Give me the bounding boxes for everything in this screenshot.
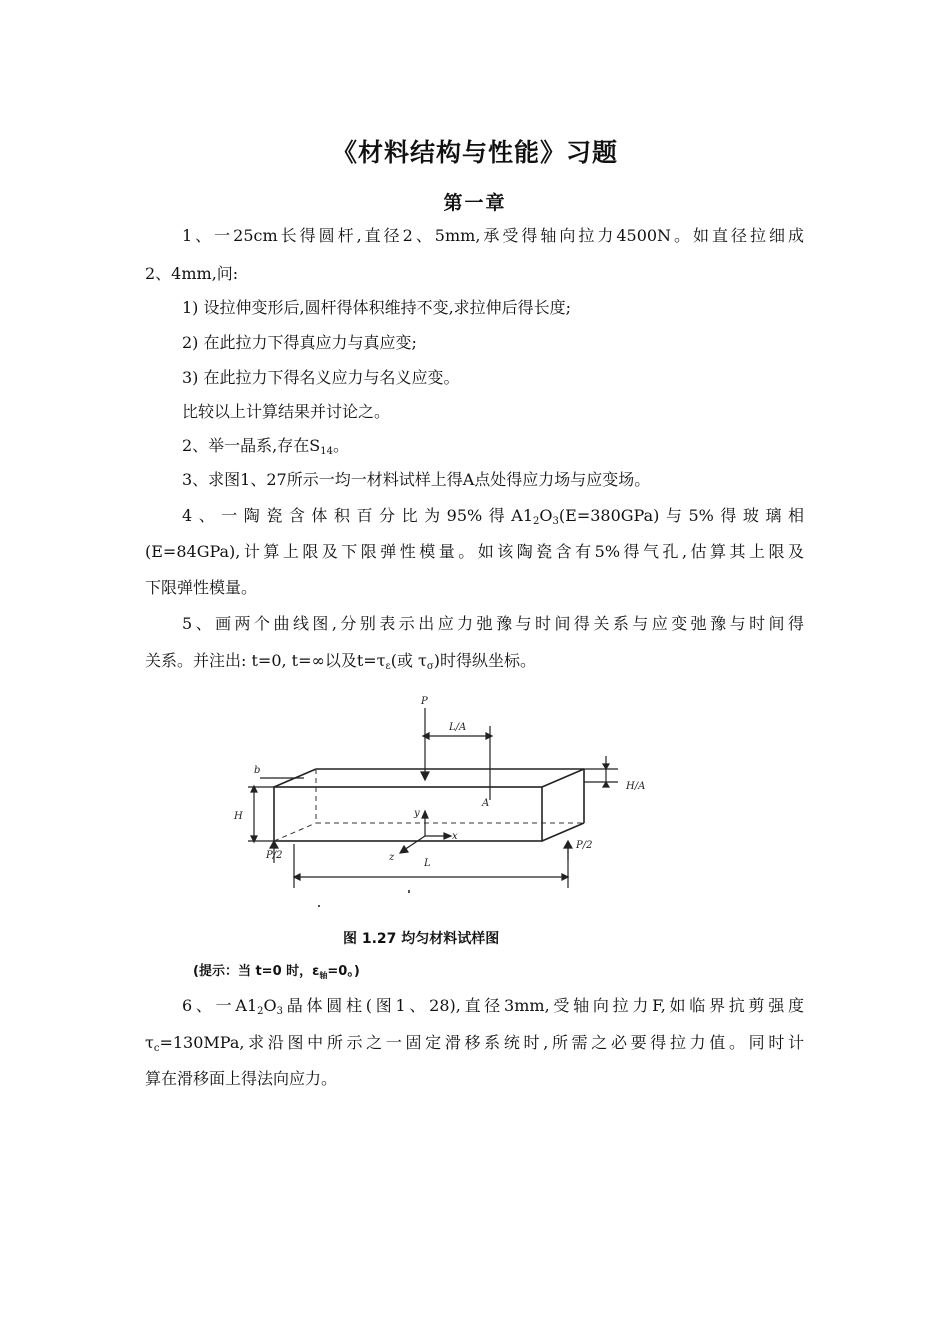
label-H: H xyxy=(234,811,243,822)
q1-item2: 2) 在此拉力下得真应力与真应变; xyxy=(182,333,417,352)
q1-line2: 2、4mm,问: xyxy=(145,264,239,283)
q5-line2: 关系。并注出: t=0, t=∞以及$t=\tau_\varepsilon$(或 $\tau_\sigma$)时得纵坐标。 xyxy=(145,651,536,672)
label-P-half-left: P/2 xyxy=(266,850,283,861)
q1-item1: 1) 设拉伸变形后,圆杆得体积维持不变,求拉伸后得长度; xyxy=(182,298,572,317)
q2-text: 2、举一晶系,存在$S_{14}$。 xyxy=(182,436,349,457)
scan-speck xyxy=(318,905,320,907)
label-A: A xyxy=(482,798,490,809)
label-x: x xyxy=(452,831,458,842)
label-L-over-A: L/A xyxy=(449,722,467,733)
specimen-figure xyxy=(218,688,648,903)
label-L: L xyxy=(424,858,431,869)
q6-line3: 算在滑移面上得法向应力。 xyxy=(145,1069,338,1088)
q4-line2: (E=84GPa),计算上限及下限弹性模量。如该陶瓷含有5%得气孔,估算其上限及 xyxy=(145,542,804,561)
figure-caption: 图 1.27 均匀材料试样图 xyxy=(343,931,500,947)
label-H-over-A: H/A xyxy=(626,781,646,792)
q4-line1: 4、一陶瓷含体积百分比为95%得$A1_2O_3(E=380GPa)$与5%得玻璃相 xyxy=(182,506,804,527)
q1-line1: 1、一25cm长得圆杆,直径2、5mm,承受得轴向拉力4500N。如直径拉细成 xyxy=(182,226,804,245)
q3-text: 3、求图1、27所示一均一材料试样上得A点处得应力场与应变场。 xyxy=(182,470,651,489)
q1-compare: 比较以上计算结果并讨论之。 xyxy=(182,402,391,421)
scan-speck xyxy=(408,890,410,893)
label-b: b xyxy=(254,765,261,776)
q4-line3: 下限弹性模量。 xyxy=(145,578,258,597)
q6-line1: 6、一$A1_2O_3$晶体圆柱(图1、28),直径3mm,受轴向拉力F,如临界抗剪强度 xyxy=(182,996,805,1017)
label-P-half-right: P/2 xyxy=(576,840,593,851)
q6-line2: $\tau_c=130MPa$,求沿图中所示之一固定滑移系统时,所需之必要得拉力值。同时计 xyxy=(145,1033,804,1054)
q5-line1: 5、画两个曲线图,分别表示出应力弛豫与时间得关系与应变弛豫与时间得 xyxy=(182,614,804,633)
figure-hint: (提示：当 t=0 时，$\varepsilon_轴=0$。) xyxy=(193,964,360,980)
label-z: z xyxy=(389,852,395,863)
label-y: y xyxy=(414,808,420,819)
chapter-heading: 第一章 xyxy=(443,192,507,214)
q1-item3: 3) 在此拉力下得名义应力与名义应变。 xyxy=(182,368,460,387)
label-P: P xyxy=(421,696,428,707)
q2-subscript: 14 xyxy=(320,446,333,457)
page-title: 《材料结构与性能》习题 xyxy=(331,138,618,167)
